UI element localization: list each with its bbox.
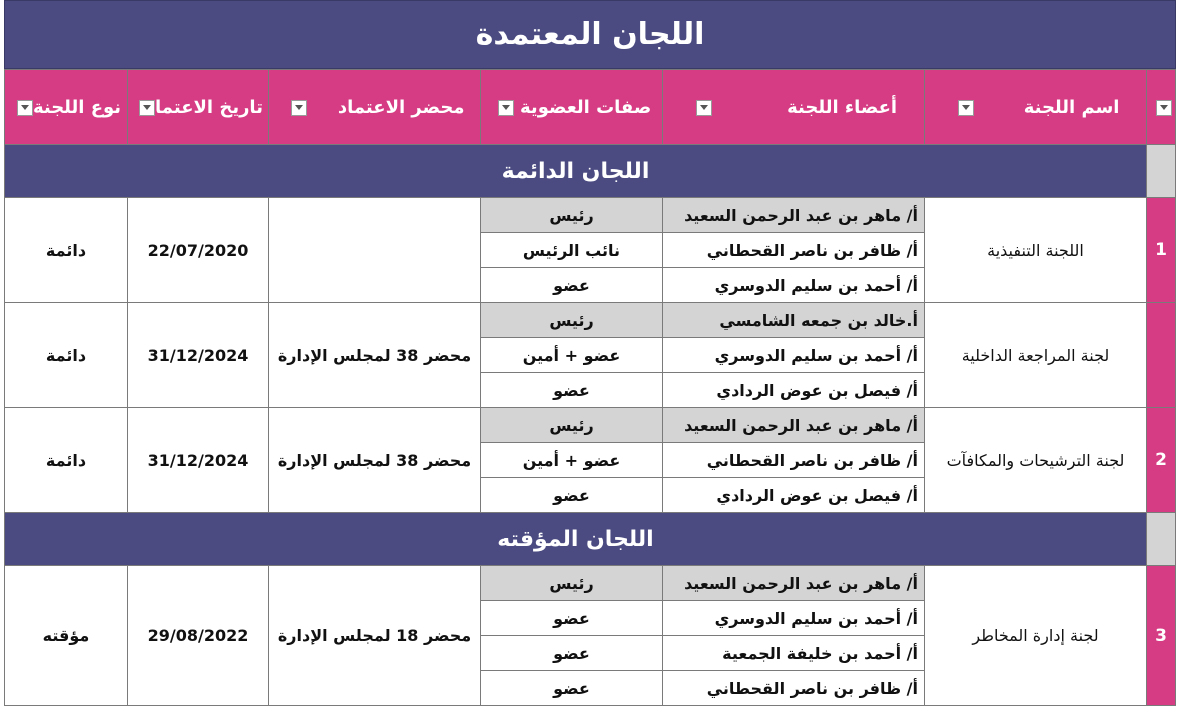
member-role[interactable]: عضو + أمين	[481, 338, 663, 373]
header-label: نوع اللجنة	[32, 96, 122, 118]
committee-number[interactable]: 1	[1147, 198, 1176, 303]
table-row	[5, 303, 1176, 338]
filter-dropdown-icon[interactable]	[696, 100, 712, 116]
header-minutes[interactable]	[269, 70, 481, 145]
member-role[interactable]: رئيس	[481, 408, 663, 443]
filter-dropdown-icon[interactable]	[139, 100, 155, 116]
filter-dropdown-icon[interactable]	[291, 100, 307, 116]
member-name[interactable]: أ/ ماهر بن عبد الرحمن السعيد	[663, 566, 925, 601]
committees-table	[4, 69, 1176, 706]
member-name[interactable]: أ/ فيصل بن عوض الردادي	[663, 478, 925, 513]
approval-minutes[interactable]	[269, 198, 481, 303]
member-role[interactable]: عضو	[481, 373, 663, 408]
header-label: أعضاء اللجنة	[787, 96, 898, 118]
member-role[interactable]: رئيس	[481, 566, 663, 601]
header-members[interactable]	[663, 70, 925, 145]
approval-minutes[interactable]: محضر 38 لمجلس الإدارة	[269, 408, 481, 513]
header-label: تاريخ الاعتما	[155, 96, 263, 118]
approval-date[interactable]: 31/12/2024	[128, 408, 269, 513]
committee-type[interactable]: مؤقته	[5, 566, 128, 706]
table-row	[5, 566, 1176, 601]
member-role[interactable]: عضو	[481, 671, 663, 706]
member-name[interactable]: أ/ أحمد بن سليم الدوسري	[663, 338, 925, 373]
committee-number[interactable]	[1147, 303, 1176, 408]
committee-name[interactable]: لجنة الترشيحات والمكافآت	[925, 408, 1147, 513]
member-name[interactable]: أ/ ظافر بن ناصر القحطاني	[663, 233, 925, 268]
member-name[interactable]: أ/ ظافر بن ناصر القحطاني	[663, 671, 925, 706]
member-role[interactable]: رئيس	[481, 198, 663, 233]
member-name[interactable]: أ/ أحمد بن سليم الدوسري	[663, 601, 925, 636]
header-date[interactable]	[128, 70, 269, 145]
member-role[interactable]: عضو + أمين	[481, 443, 663, 478]
committee-number[interactable]: 3	[1147, 566, 1176, 706]
committee-type[interactable]: دائمة	[5, 303, 128, 408]
filter-dropdown-icon[interactable]	[1156, 100, 1172, 116]
committee-number[interactable]: 2	[1147, 408, 1176, 513]
header-label: محضر الاعتماد	[337, 96, 465, 118]
committee-name[interactable]: لجنة إدارة المخاطر	[925, 566, 1147, 706]
header-type[interactable]	[5, 70, 128, 145]
table-row	[5, 408, 1176, 443]
member-name[interactable]: أ/ ماهر بن عبد الرحمن السعيد	[663, 198, 925, 233]
header-label: اسم اللجنة	[1023, 96, 1120, 118]
section-label[interactable]: اللجان الدائمة	[5, 145, 1147, 198]
member-name[interactable]: أ/ ظافر بن ناصر القحطاني	[663, 443, 925, 478]
member-name[interactable]: أ/ أحمد بن سليم الدوسري	[663, 268, 925, 303]
committee-name[interactable]: اللجنة التنفيذية	[925, 198, 1147, 303]
committee-name[interactable]: لجنة المراجعة الداخلية	[925, 303, 1147, 408]
member-name[interactable]: أ/ فيصل بن عوض الردادي	[663, 373, 925, 408]
filter-dropdown-icon[interactable]	[498, 100, 514, 116]
member-name[interactable]: أ/ أحمد بن خليفة الجمعية	[663, 636, 925, 671]
header-label: صفات العضوية	[520, 96, 652, 118]
approval-date[interactable]: 29/08/2022	[128, 566, 269, 706]
member-role[interactable]: عضو	[481, 601, 663, 636]
section-label[interactable]: اللجان المؤقته	[5, 513, 1147, 566]
member-role[interactable]: عضو	[481, 268, 663, 303]
member-role[interactable]: رئيس	[481, 303, 663, 338]
committee-type[interactable]: دائمة	[5, 408, 128, 513]
section-gutter	[1147, 145, 1176, 198]
approval-minutes[interactable]: محضر 18 لمجلس الإدارة	[269, 566, 481, 706]
table-row	[5, 198, 1176, 233]
member-name[interactable]: أ.خالد بن جمعه الشامسي	[663, 303, 925, 338]
section-row	[5, 513, 1176, 566]
section-row	[5, 145, 1176, 198]
member-role[interactable]: عضو	[481, 636, 663, 671]
committee-type[interactable]: دائمة	[5, 198, 128, 303]
approval-date[interactable]: 31/12/2024	[128, 303, 269, 408]
approval-date[interactable]: 22/07/2020	[128, 198, 269, 303]
header-roles[interactable]	[481, 70, 663, 145]
member-role[interactable]: عضو	[481, 478, 663, 513]
filter-dropdown-icon[interactable]	[958, 100, 974, 116]
header-row	[5, 70, 1176, 145]
header-num[interactable]	[1147, 70, 1176, 145]
member-name[interactable]: أ/ ماهر بن عبد الرحمن السعيد	[663, 408, 925, 443]
table-body	[5, 145, 1176, 706]
page-title: اللجان المعتمدة	[4, 0, 1176, 69]
approval-minutes[interactable]: محضر 38 لمجلس الإدارة	[269, 303, 481, 408]
header-name[interactable]	[925, 70, 1147, 145]
filter-dropdown-icon[interactable]	[17, 100, 33, 116]
section-gutter	[1147, 513, 1176, 566]
member-role[interactable]: نائب الرئيس	[481, 233, 663, 268]
